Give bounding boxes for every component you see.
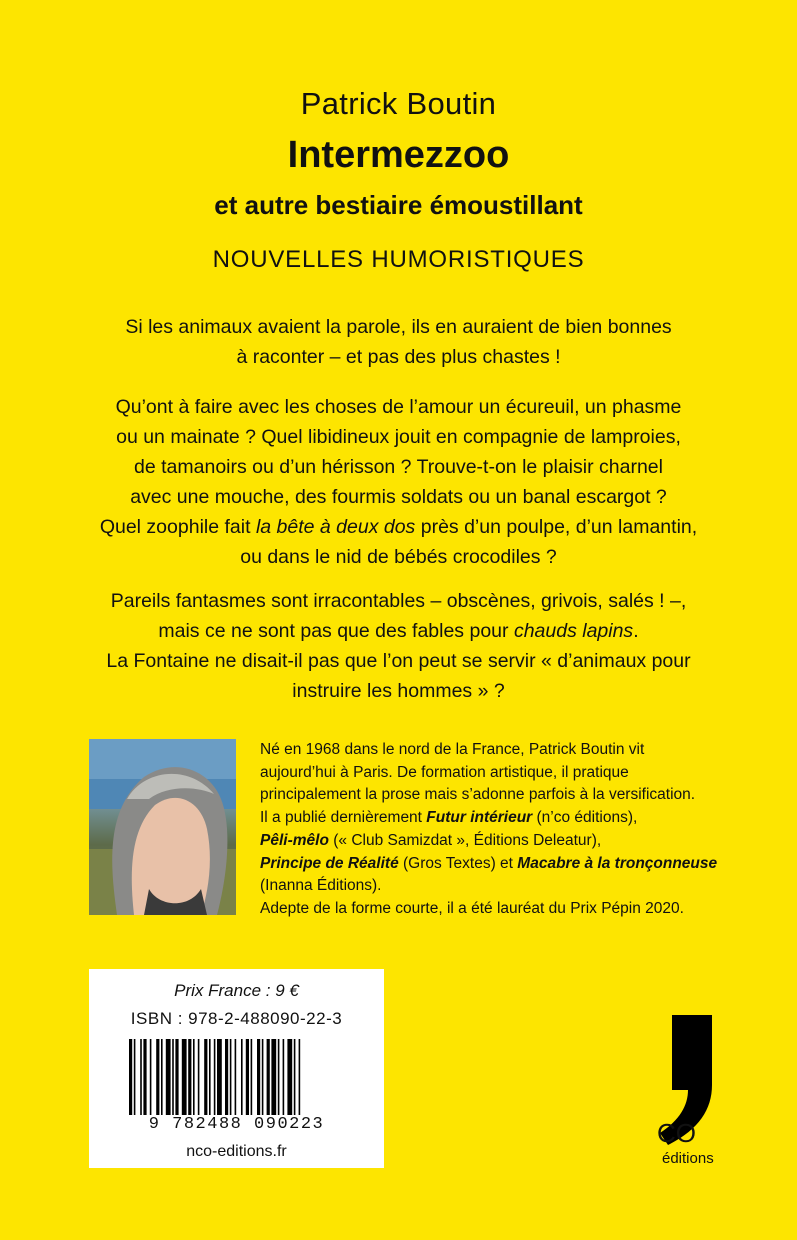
blurb-paragraph-1 [40, 312, 757, 372]
barcode-bar [193, 1039, 195, 1115]
barcode-bar [257, 1039, 260, 1115]
bio-line: Principe de Réalité (Gros Textes) et Macabre à la tronçonneuse [260, 854, 718, 872]
barcode-bar [246, 1039, 249, 1115]
barcode-bar [156, 1039, 159, 1115]
bio-line: Né en 1968 dans le nord de la France, Patrick Boutin vit [260, 741, 645, 758]
blurb-line: de tamanoirs ou d’un hérisson ? Trouve-t-on le plaisir charnel [134, 456, 663, 478]
barcode-bar [217, 1039, 222, 1115]
publisher-website: nco-editions.fr [186, 1143, 287, 1160]
blurb-line: La Fontaine ne disait-il pas que l’on peut se servir « d’animaux pour [106, 650, 691, 672]
barcode-bar [161, 1039, 163, 1115]
author-portrait-illustration [89, 739, 236, 915]
author-bio [260, 739, 760, 921]
barcode-bar [294, 1039, 296, 1115]
isbn-label: ISBN : 978-2-488090-22-3 [130, 1009, 343, 1028]
blurb-line: Quel zoophile fait la bête à deux dos près d’un poulpe, d’un lamantin, [99, 516, 698, 538]
barcode-bar [235, 1039, 237, 1115]
barcode-bar [267, 1039, 270, 1115]
barcode-bar [262, 1039, 264, 1115]
blurb-line: Pareils fantasmes sont irracontables – obscènes, grivois, salés ! –, [110, 590, 687, 612]
author-name: Patrick Boutin [300, 86, 497, 121]
bio-line: Adepte de la forme courte, il a été lauréat du Prix Pépin 2020. [260, 899, 684, 917]
barcode-bar [175, 1039, 178, 1115]
book-subtitle: et autre bestiaire émoustillant [214, 190, 583, 220]
logo-co-text: CO [657, 1118, 696, 1148]
bio-line: aujourd’hui à Paris. De formation artistique, il pratique [260, 763, 629, 781]
barcode-bar [172, 1039, 174, 1115]
barcode-bar [140, 1039, 142, 1115]
barcode-bar [283, 1039, 285, 1115]
barcode-bar [225, 1039, 228, 1115]
bio-line: Pêli-mêlo (« Club Samizdat », Éditions Deleatur), [260, 831, 602, 849]
logo-editions-text: éditions [662, 1150, 714, 1167]
barcode-bar [204, 1039, 207, 1115]
book-title: Intermezzoo [287, 134, 510, 176]
barcode-image [129, 1039, 344, 1115]
barcode-bar [251, 1039, 253, 1115]
blurb-paragraph-2 [40, 392, 757, 572]
blurb-paragraph-3 [40, 586, 757, 706]
barcode-bar [209, 1039, 211, 1115]
blurb-line: mais ce ne sont pas que des fables pour chauds lapins. [158, 620, 639, 642]
barcode-bar [198, 1039, 200, 1115]
italic-phrase: la bête à deux dos [255, 516, 416, 538]
genre-label: NOUVELLES HUMORISTIQUES [212, 246, 585, 273]
blurb-line: instruire les hommes » ? [292, 680, 505, 702]
barcode-bar [129, 1039, 132, 1115]
barcode-panel [89, 969, 384, 1168]
barcode-bar [278, 1039, 280, 1115]
barcode-bar [166, 1039, 171, 1115]
bio-line: (Inanna Éditions). [260, 877, 382, 895]
bio-line: Il a publié dernièrement Futur intérieur (n’co éditions), [260, 809, 638, 827]
author-photo [89, 739, 236, 915]
barcode-bar [299, 1039, 301, 1115]
blurb-line: avec une mouche, des fourmis soldats ou un banal escargot ? [130, 486, 667, 508]
italic-phrase: chauds lapins [513, 620, 634, 642]
barcode-bar [134, 1039, 136, 1115]
barcode-bar [188, 1039, 191, 1115]
bio-line: principalement la prose mais s’adonne parfois à la versification. [260, 786, 696, 804]
barcode-bar [143, 1039, 146, 1115]
barcode-bar [214, 1039, 216, 1115]
blurb-line: Si les animaux avaient la parole, ils en auraient de bien bonnes [125, 316, 672, 338]
barcode-bar [182, 1039, 187, 1115]
barcode-digits: 9 782488 090223 [148, 1115, 325, 1134]
barcode-bar [287, 1039, 292, 1115]
barcode-bar [271, 1039, 276, 1115]
barcode-bar [241, 1039, 243, 1115]
blurb-line: ou dans le nid de bébés crocodiles ? [240, 546, 557, 568]
price-label: Prix France : 9 € [174, 981, 299, 1000]
blurb-line: ou un mainate ? Quel libidineux jouit en compagnie de lamproies, [116, 426, 681, 448]
barcode-bar [150, 1039, 152, 1115]
barcode-bar [230, 1039, 232, 1115]
blurb-line: à raconter – et pas des plus chastes ! [236, 346, 561, 368]
blurb-line: Qu’ont à faire avec les choses de l’amour un écureuil, un phasme [115, 396, 682, 418]
